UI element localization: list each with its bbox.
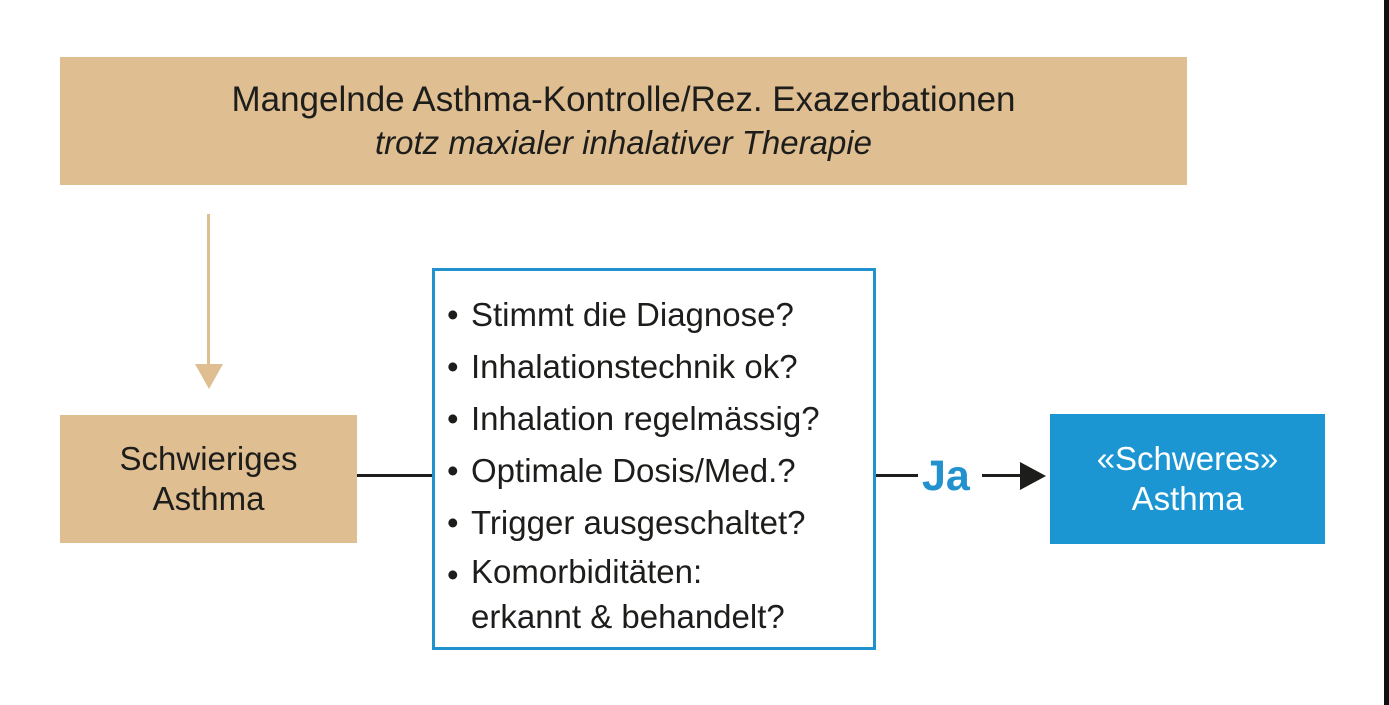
yes-arrow-line xyxy=(982,474,1022,477)
down-arrow-line xyxy=(207,214,210,366)
checklist-item xyxy=(447,341,873,393)
checklist-item xyxy=(447,497,873,549)
checklist-item-text: Inhalation regelmässig? xyxy=(471,400,820,437)
checklist-item-text: Optimale Dosis/Med.? xyxy=(471,452,796,489)
checklist-item-text: Komorbiditäten: erkannt & behandelt? xyxy=(471,553,785,635)
bullet-icon: • xyxy=(447,400,459,437)
condition-subtitle: trotz maxialer inhalativer Therapie xyxy=(374,124,873,161)
right-edge-divider xyxy=(1384,0,1389,705)
difficult-asthma-line-2: Asthma xyxy=(152,480,265,517)
checklist-item xyxy=(447,549,873,639)
bullet-icon: • xyxy=(447,504,459,541)
checklist-item-text: Trigger ausgeschaltet? xyxy=(471,504,806,541)
checklist-item xyxy=(447,289,873,341)
severe-asthma-box xyxy=(1050,414,1325,544)
bullet-icon: • xyxy=(447,452,459,489)
condition-title: Mangelnde Asthma-Kontrolle/Rez. Exazerbationen xyxy=(231,80,1016,119)
difficult-asthma-line-1: Schwieriges xyxy=(119,440,298,477)
severe-asthma-line-2: Asthma xyxy=(1131,480,1244,517)
bullet-icon: • xyxy=(447,556,459,593)
right-connector-line xyxy=(876,474,918,477)
bullet-icon: • xyxy=(447,348,459,385)
difficult-asthma-box xyxy=(60,415,357,543)
checklist-item xyxy=(447,393,873,445)
checklist-box xyxy=(432,268,876,650)
down-arrow-icon xyxy=(195,364,223,389)
left-connector-line xyxy=(357,474,432,477)
checklist-item xyxy=(447,445,873,497)
checklist-item-text: Stimmt die Diagnose? xyxy=(471,296,794,333)
checklist-item-text: Inhalationstechnik ok? xyxy=(471,348,798,385)
right-arrow-icon xyxy=(1020,462,1046,490)
checklist xyxy=(447,289,873,639)
bullet-icon: • xyxy=(447,296,459,333)
yes-label: Ja xyxy=(922,452,970,500)
condition-box xyxy=(60,57,1187,185)
severe-asthma-line-1: «Schweres» xyxy=(1096,440,1279,477)
